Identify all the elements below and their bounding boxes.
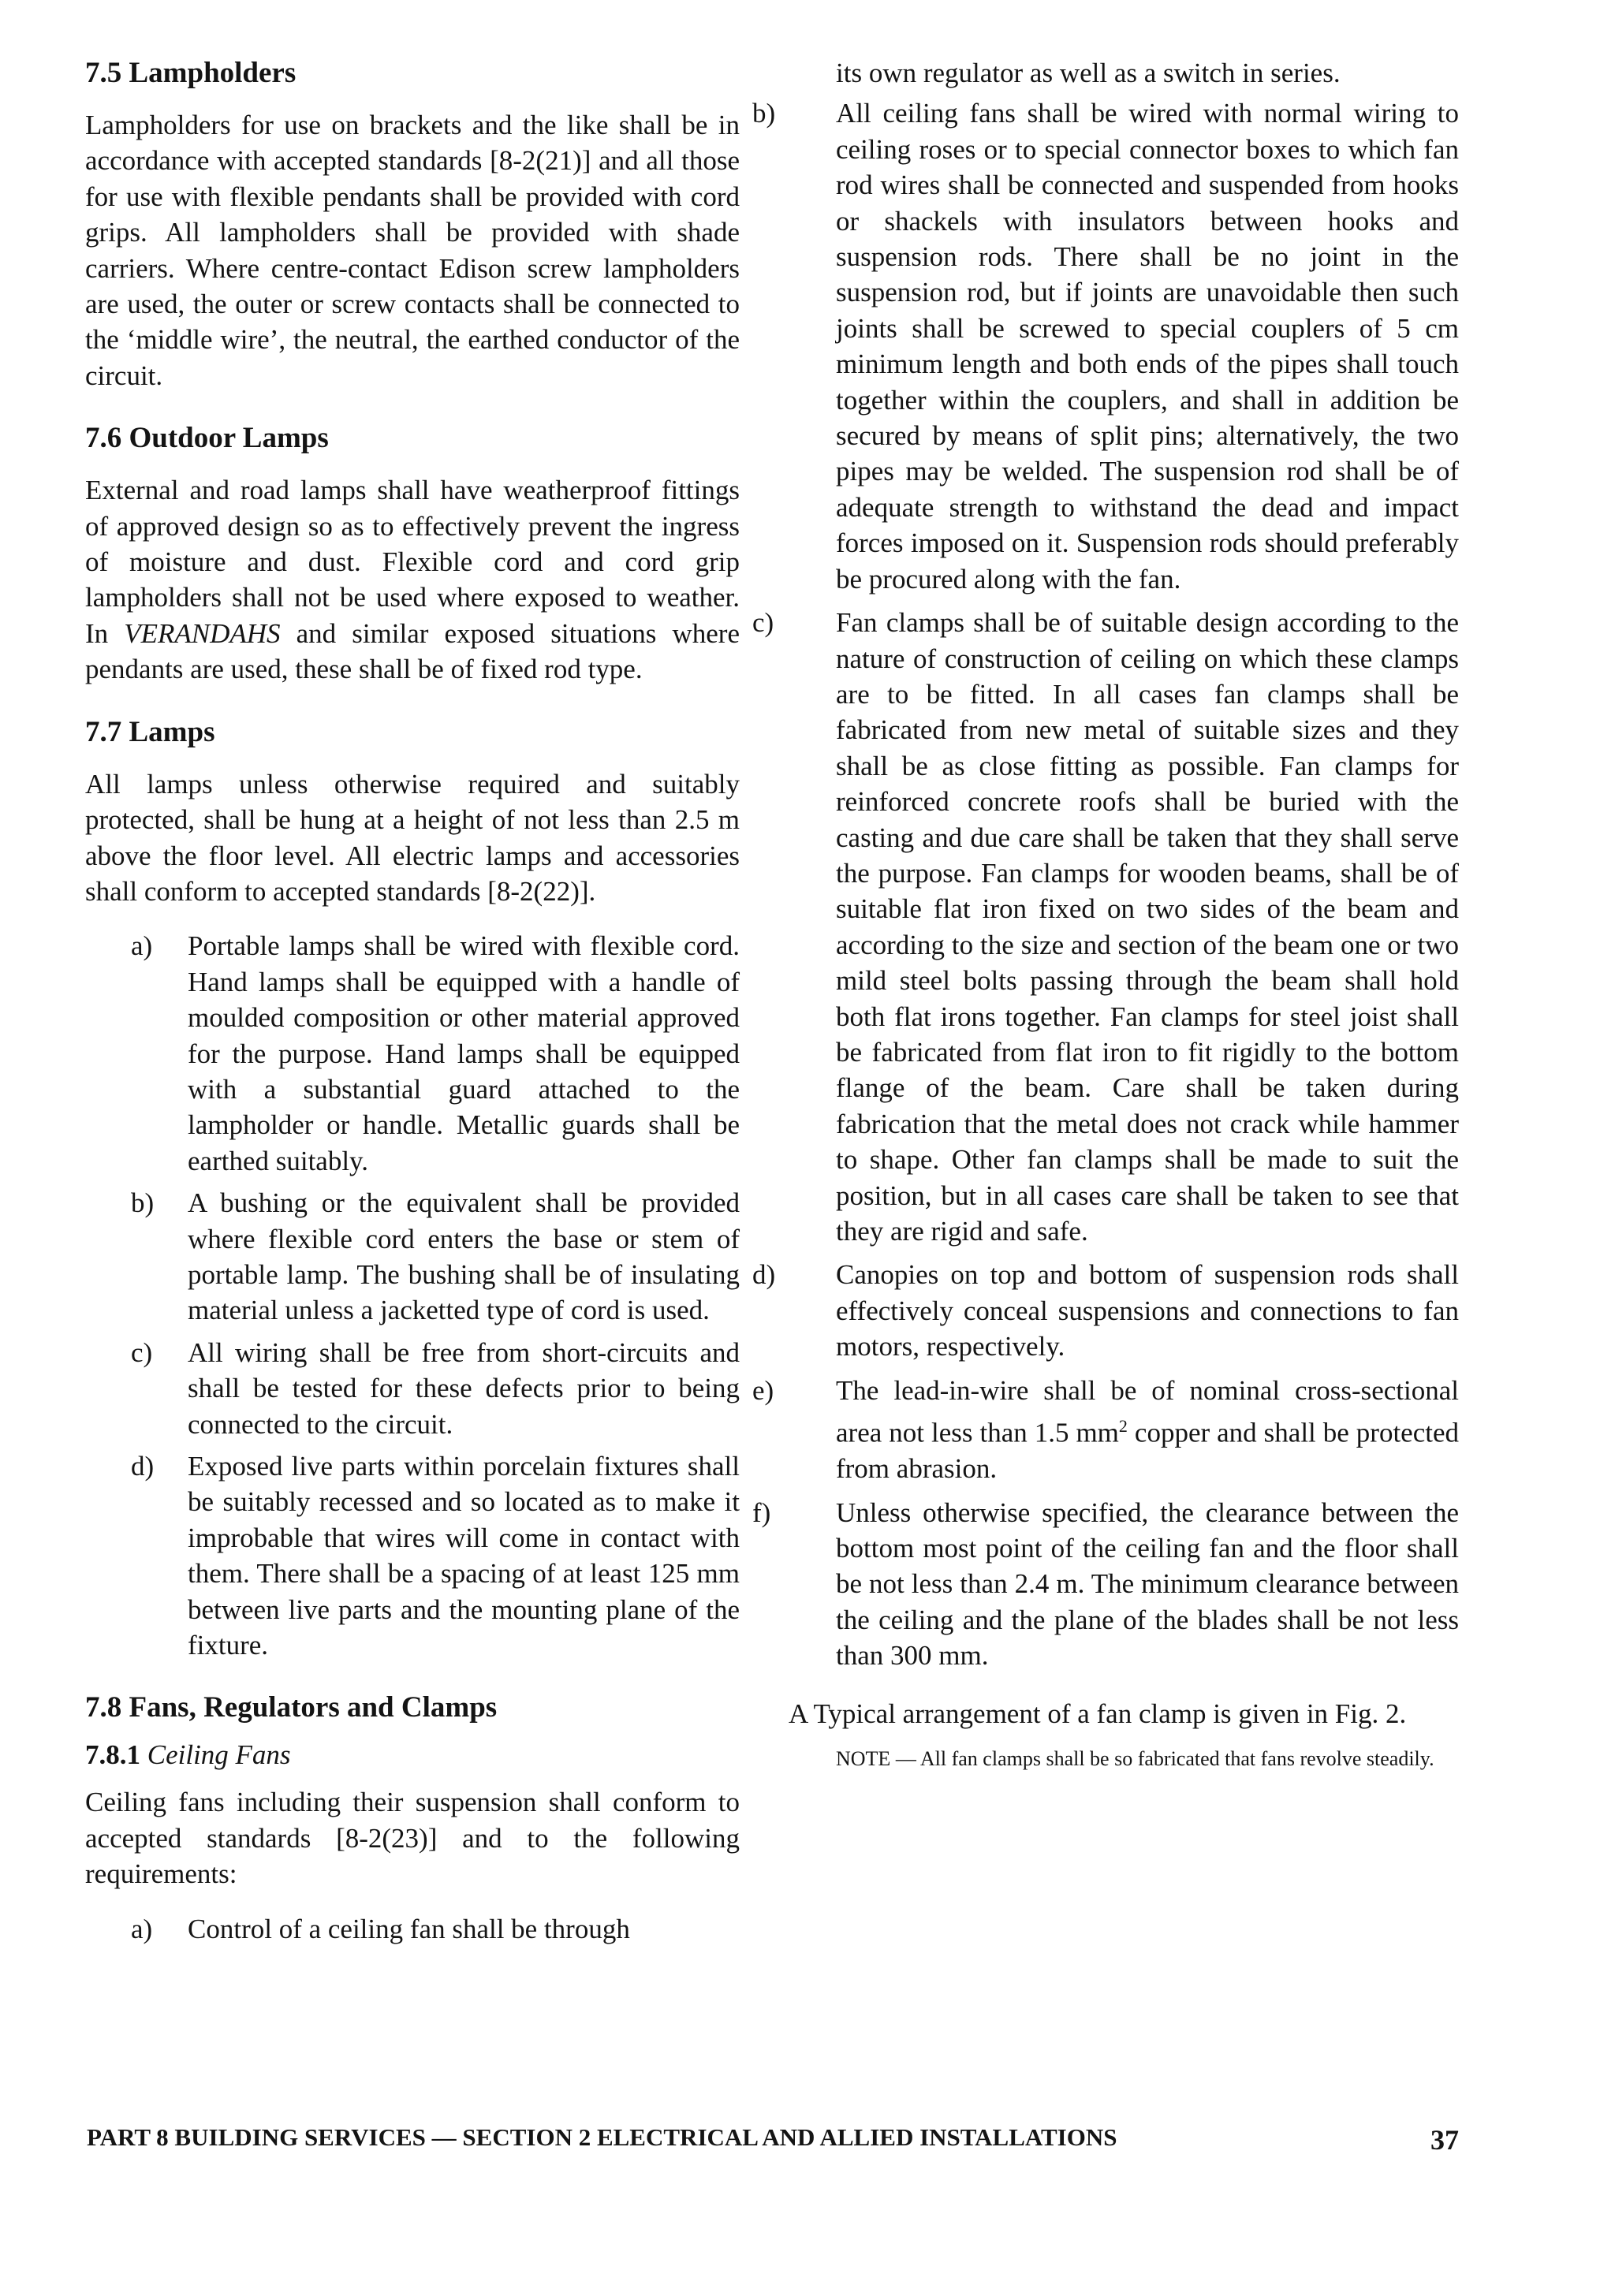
- figure-reference-block: [789, 1696, 1459, 1772]
- right-column: [752, 55, 1459, 1772]
- item-label: a): [131, 1913, 153, 1944]
- list-item: [752, 1495, 1459, 1674]
- section-title: 7.7 Lamps: [85, 715, 215, 748]
- section-title: 7.5 Lampholders: [85, 57, 297, 89]
- item-text: Unless otherwise specified, the clearance between the bottom most point of the ceiling fan and the floor shall be not less than 2.4 m. The minimum clearance between the ceiling and the plane of the blades shall be not less than 300 mm.: [836, 1496, 1459, 1672]
- paragraph: Ceiling fans including their suspension shall conform to accepted standards [8-2(23)] and to the following requirements:: [85, 1787, 740, 1890]
- item-label: c): [131, 1336, 153, 1368]
- item-text: Control of a ceiling fan shall be through: [188, 1913, 630, 1944]
- item-label: a): [131, 930, 153, 962]
- subsection-number: 7.8.1: [85, 1739, 140, 1771]
- item-label: e): [752, 1374, 774, 1406]
- item-label: d): [752, 1259, 776, 1291]
- section-7-6: [85, 420, 740, 687]
- paragraph: Lampholders for use on brackets and the like shall be in accordance with accepted standards [8-2(21)] and all those for use with flexible pendants shall be provided with cord grips. All lampholders shall be provided with shade carriers. Where centre-contact Edison screw lampholders are used, the outer or screw contacts shall be connected to the ‘middle wire’, the neutral, the earthed conductor of the circuit.: [85, 110, 740, 391]
- item-label: d): [131, 1451, 155, 1482]
- text-run: copper and shall be protected from abrasion.: [836, 1417, 1459, 1485]
- list-item: [126, 1911, 740, 1947]
- item-label: f): [752, 1496, 771, 1528]
- figure-reference: A Typical arrangement of a fan clamp is given in Fig. 2.: [789, 1698, 1407, 1729]
- subsection-title: [85, 1737, 740, 1773]
- list-item: [752, 95, 1459, 597]
- item-label: c): [752, 607, 774, 639]
- superscript: 2: [1118, 1416, 1128, 1437]
- note: NOTE — All fan clamps shall be so fabricated that fans revolve steadily.: [836, 1746, 1434, 1770]
- fan-requirements-list: [126, 1911, 740, 1947]
- list-item: [126, 1335, 740, 1442]
- page-footer: [87, 2123, 1459, 2156]
- item-text: [836, 1373, 1459, 1487]
- section-title: 7.8 Fans, Regulators and Clamps: [85, 1691, 498, 1724]
- footer-title: PART 8 BUILDING SERVICES — SECTION 2 ELECTRICAL AND ALLIED INSTALLATIONS: [87, 2123, 1117, 2151]
- item-text: A bushing or the equivalent shall be provided where flexible cord enters the base or stem of portable lamp. The bushing shall be of insulating material unless a jacketted type of cord is used.: [188, 1187, 740, 1326]
- item-text: All wiring shall be free from short-circuits and shall be tested for these defects prior to being connected to the circuit.: [188, 1336, 740, 1440]
- item-text: Exposed live parts within porcelain fixtures shall be suitably recessed and so located as to make it improbable that wires will come in contact with them. There shall be a spacing of at least 125 mm between live parts and the mounting plane of the fixture.: [188, 1451, 740, 1661]
- text-run: and similar exposed situations where pendants are used, these shall be of fixed rod type.: [85, 617, 740, 685]
- lamp-requirements-list: [126, 928, 740, 1663]
- item-text: All ceiling fans shall be wired with normal wiring to ceiling roses or to special connector boxes to which fan rod wires shall be connected and suspended from hooks or shackels with insulators between hooks and suspension rods. There shall be no joint in the suspension rod, but if joints are unavoidable then such joints shall be screwed to special couplers of 5 cm minimum length and both ends of the pipes shall touch together within the couplers, and shall in addition be secured by means of split pins; alternatively, the two pipes may be welded. The suspension rod shall be of adequate strength to withstand the dead and impact forces imposed on it. Suspension rods should preferably be procured along with the fan.: [836, 98, 1459, 594]
- text-run: External and road lamps shall have weatherproof fittings of approved design so as to effectively prevent the ingress of moisture and dust. Flexible cord and cord grip lampholders shall not be used where exposed to weather. In: [85, 475, 740, 649]
- list-item: [126, 928, 740, 1179]
- list-item: [752, 605, 1459, 1249]
- left-column: [85, 55, 740, 1974]
- item-label: b): [131, 1187, 155, 1219]
- continued-item-text: its own regulator as well as a switch in series.: [836, 58, 1341, 88]
- subsection-name: Ceiling Fans: [147, 1739, 291, 1771]
- paragraph: [85, 472, 740, 687]
- list-item: [752, 1373, 1459, 1487]
- text-run: The lead-in-wire shall be of nominal cross-sectional area not less than 1.5 mm: [836, 1374, 1459, 1448]
- item-text: Fan clamps shall be of suitable design according to the nature of construction of ceiling on which these clamps are to be fitted. In all cases fan clamps shall be fabricated from new metal of suitable sizes and they shall be as close fitting as possible. Fan clamps for reinforced concrete roofs shall be buried with the casting and due care shall be taken that they shall serve the purpose. Fan clamps for wooden beams, shall be of suitable flat iron fixed on two sides of the beam and according to the size and section of the beam one or two mild steel bolts passing through the beam shall hold both flat irons together. Fan clamps for steel joist shall be fabricated from flat iron to fit rigidly to the bottom flange of the beam. Care shall be taken during fabrication that the metal does not crack while hammer to shape. Other fan clamps shall be made to suit the position, but in all cases care shall be taken to see that they are rigid and safe.: [836, 607, 1459, 1247]
- item-text: Portable lamps shall be wired with flexible cord. Hand lamps shall be equipped with a handle of moulded composition or other material approved for the purpose. Hand lamps shall be equipped with a substantial guard attached to the lampholder or handle. Metallic guards shall be earthed suitably.: [188, 930, 740, 1176]
- section-7-7: [85, 714, 740, 1664]
- page-number: 37: [1430, 2124, 1459, 2156]
- item-label: b): [752, 98, 776, 129]
- section-title: 7.6 Outdoor Lamps: [85, 422, 329, 455]
- list-item: [126, 1448, 740, 1663]
- section-7-8: [85, 1690, 740, 1947]
- list-item: [126, 1185, 740, 1329]
- list-item: [752, 1257, 1459, 1364]
- emphasis-text: VERANDAHS: [124, 617, 281, 649]
- section-7-5: [85, 55, 740, 393]
- paragraph: All lamps unless otherwise required and suitably protected, shall be hung at a height of not less than 2.5 m above the floor level. All electric lamps and accessories shall conform to accepted standards [8-2(22)].: [85, 768, 740, 907]
- item-text: Canopies on top and bottom of suspension rods shall effectively conceal suspensions and connections to fan motors, respectively.: [836, 1259, 1459, 1362]
